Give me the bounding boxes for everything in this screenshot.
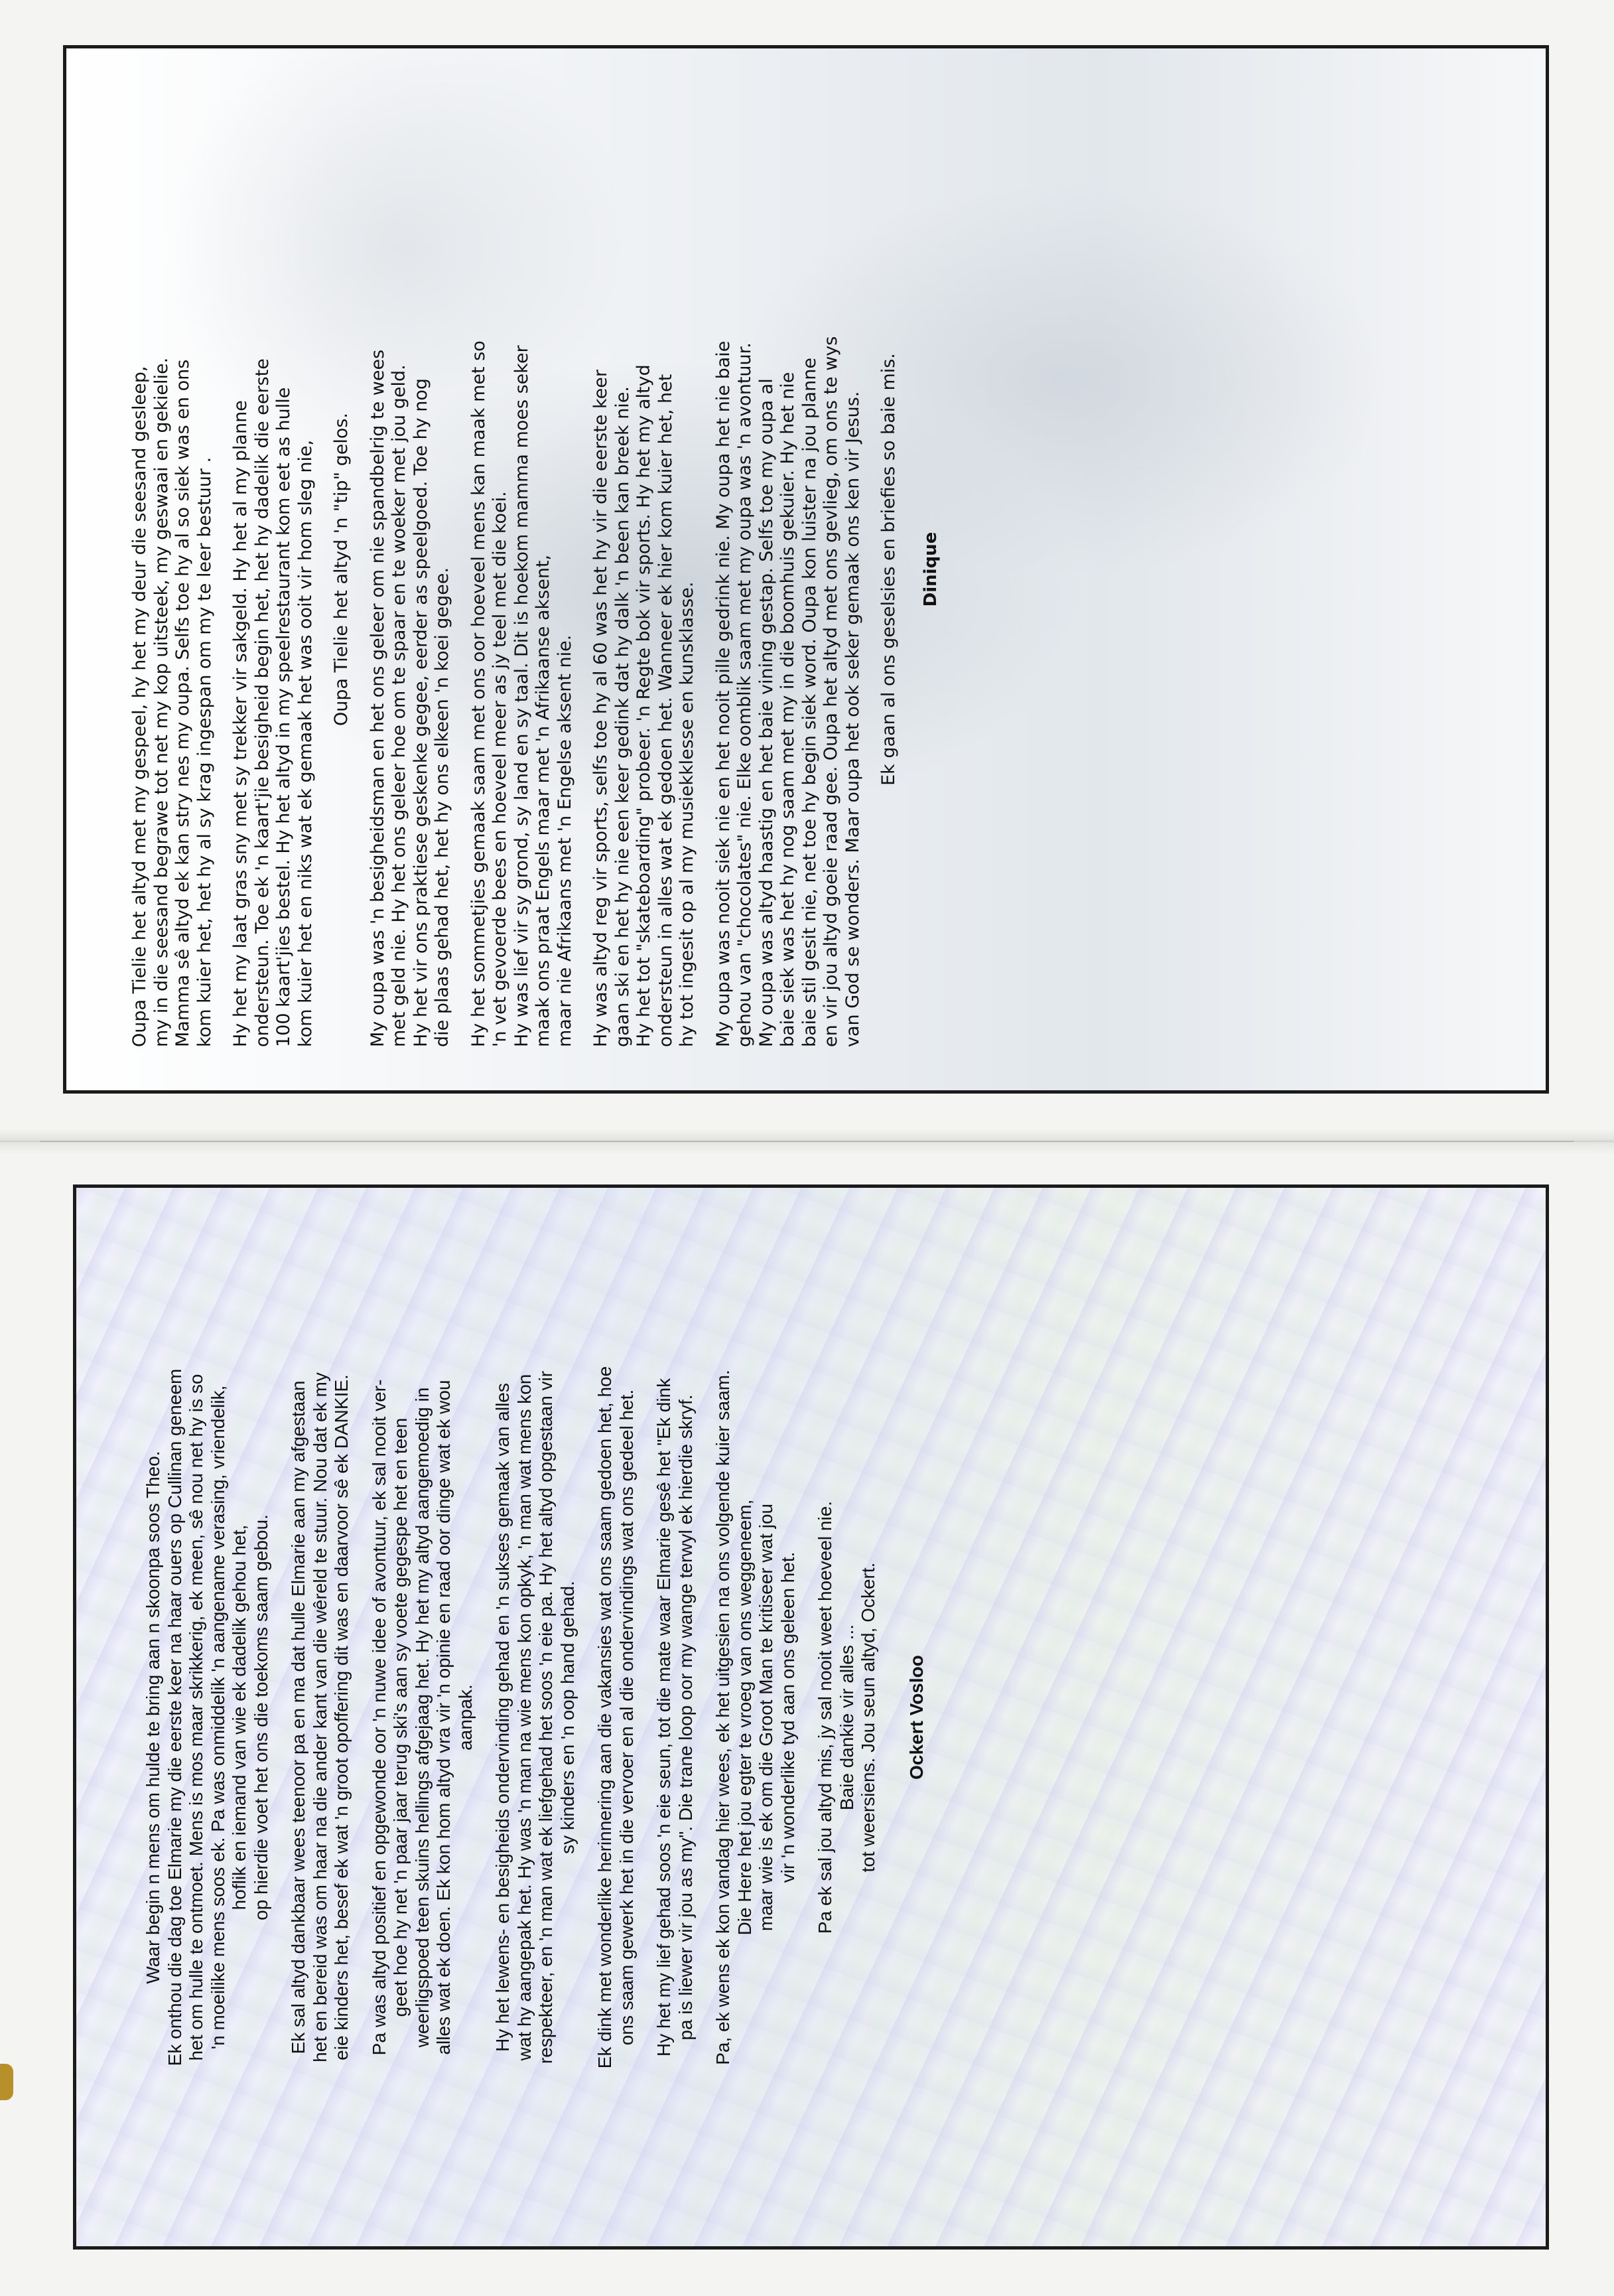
ockert-text-line: weerligspoed teen skuins hellings afgejaag het. Hy het my altyd aangemoedig in [411,1387,432,2047]
dinique-text-line: en vir jou altyd goeie raad gee. Oupa het altyd met ons gevlieg, om ons te wys [821,336,841,1047]
dinique-text-line: ondersteun in alles wat ek gedoen het. Wanneer ek hier kom kuier het, het [655,374,676,1047]
dinique-text-line: Hy het vir ons praktiese geskenke gegee, eerder as speelgoed. Toe hy nog [410,378,431,1047]
dinique-text-line: die plaas gehad het, het hy ons elkeen 'n koei gegee. [432,567,452,1047]
dinique-text-line: Hy het sommetjies gemaak saam met ons oor hoeveel mens kan maak met so [468,340,489,1047]
ockert-paragraph [815,1230,880,2205]
ockert-text-line: tot weersiens. Jou seun altyd, Ockert. [857,1562,878,1872]
ockert-paragraph [653,1230,697,2205]
dinique-text-line: Hy het tot "skateboarding" probeer. 'n Regte bok vir sports. Hy het my altyd [634,364,654,1047]
dinique-text-line: baie stil gesit nie, net toe hy begin siek word. Oupa kon luister na jou planne [799,358,820,1047]
ockert-text-line: aanpak. [454,1684,475,1751]
dinique-text-line: Hy was lief vir sy grond, sy land en sy taal. Dit is hoekom mamma moes seker [511,345,532,1047]
ockert-text-line: Hy het lewens- en besigheids ondervinding gehad en 'n sukses gemaak van alles [492,1382,513,2052]
binding-clip-mark [0,2064,13,2100]
ockert-paragraph [594,1230,638,2205]
ockert-text-line: respekteer, en 'n man wat ek liefgehad het soos 'n eie pa. Hy het altyd opgestaan vir [535,1370,556,2064]
dinique-text-line: 'n vet gevoerde bees en hoeveel meer as jy teel met die koei. [490,491,510,1047]
dinique-text-line: Oupa Tielie het altyd met my gespeel, hy het my deur die seesand gesleep, [129,366,150,1047]
dinique-text-line: My oupa was 'n besigheidsman en het ons geleer om nie spandbelrig te wees [367,349,388,1047]
tribute-text-ockert [135,1230,1488,2205]
ockert-text-line: Pa, ek wens ek kon vandag hier wees, ek het uitgesien na ons volgende kuier saam. [712,1369,733,2065]
ockert-text-line: pa is liewer vir jou as my". Die trane loop oor my wange terwyl ek hierdie skryf. [675,1394,695,2041]
dinique-text-line: Mamma sê altyd ek kan stry nes my oupa. Selfs toe hy al so siek was en ons [172,359,193,1047]
dinique-text-line: My oupa was altyd haastig en het baie vining gestap. Selfs toe my oupa al [756,378,777,1047]
ockert-text-line: hoflik en iemand van wie ek dadelik gehou het, [228,1524,249,1910]
ockert-text-line: Waar begin n mens om hulde te bring aan n skoonpa soos Theo. [142,1450,163,1984]
dinique-text-line: van God se wonders. Maar oupa het ook seker gemaak ons ken vir Jesus. [842,391,863,1047]
dinique-text-line: my in die seesand begrawe tot net my kop uitsteek, my geswaai en gekielie. [151,357,172,1047]
dinique-text-line: Hy was altyd reg vir sports, selfs toe hy al 60 was het hy vir die eerste keer [590,369,611,1047]
ockert-text-line: wat hy aangepak het. Hy was 'n man na wie mens kon opkyk, 'n man wat mens kon [513,1374,534,2060]
dinique-paragraph [468,92,576,1047]
ockert-text-line: sy kinders en 'n oop hand gehad. [557,1580,577,1854]
dinique-text-line: Hy het my laat gras sny met sy trekker vir sakgeld. Hy het al my planne [230,400,251,1047]
dinique-paragraph [129,92,216,1047]
ockert-text-line: eie kinders het, besef ek wat 'n groot opoffering dit was en daarvoor sê ek DANKIE. [330,1374,352,2060]
dinique-text-line: baie siek was het hy nog saam met my in die boomhuis gekuier. Hy het nie [777,372,798,1047]
tribute-page-dinique [63,45,1549,1094]
ockert-paragraph [368,1230,476,2205]
ockert-text-line: op hierdie voet het ons die toekoms saam gebou. [250,1514,271,1920]
ockert-text-line: Die Here het jou egter te vroeg van ons weggeneem, [734,1499,754,1935]
ockert-text-line: Ek dink met wonderlike herinnering aan die vakansies wat ons saam gedoen het, hoe [594,1366,615,2068]
dinique-text-line: maak ons praat Engels maar met 'n Afrikaanse aksent, [533,554,553,1047]
ockert-text-line: Pa ek sal jou altyd mis, jy sal nooit weet hoeveel nie. [814,1500,835,1934]
tribute-text-dinique [123,92,1489,1047]
ockert-text-line: Ek onthou die dag toe Elmarie my die eerste keer na haar ouers op Cullinan geneem [164,1368,184,2066]
ockert-text-line: Baie dankie vir alles ... [836,1624,856,1810]
dinique-paragraph [230,92,316,1047]
signature-dinique: Dinique [920,532,941,607]
dinique-paragraph [590,92,699,1047]
dinique-paragraph [713,92,864,1047]
dinique-paragraphs [129,92,900,1047]
tribute-page-ockert [73,1184,1549,2250]
dinique-text-line: gaan ski en het hy nie een keer gedink dat hy dalk 'n been kan breek nie. [612,386,633,1047]
dinique-paragraph [368,92,454,1047]
dinique-text-line: maar nie Afrikaans met 'n Engelse aksent nie. [554,634,575,1047]
page-fold-line [40,1141,1574,1142]
ockert-text-line: geet hoe hy net 'n paar jaar terug ski's aan sy voete gegespe het en teen [389,1417,411,2017]
dinique-text-line: Ek gaan al ons geselsies en briefies so baie mis. [878,353,899,786]
ockert-text-line: maar wie is ek om die Groot Man te kritiseer wat jou [755,1503,776,1931]
ockert-text-line: 'n moeilike mens soos ek. Pa was onmiddelik 'n aangename verasing, vriendelik, [207,1385,228,2049]
dinique-text-line: ondersteun. Toe ek 'n kaart'jie besigheid begin het, het hy dadelik die eerste [251,358,273,1047]
signature-ockert: Ockert Vosloo [906,1654,926,1780]
dinique-text-line: 100 kaart'jies bestel. Hy het altyd in my speelrestaurant kom eet as hulle [273,387,294,1047]
ockert-text-line: Pa was altyd positief en opgewonde oor 'n nuwe idee of avontuur, ek sal nooit ver- [368,1379,389,2055]
ockert-text-line: alles wat ek doen. Ek kon hom altyd vra vir 'n opinie en raad oor dinge wat ek wou [433,1379,454,2055]
dinique-paragraph [331,92,353,1047]
ockert-paragraph [712,1230,799,2205]
dinique-text-line: hy tot ingesit op al my musiekklesse en kunsklasse. [677,581,697,1047]
dinique-text-line: kom kuier het, het hy al sy krag ingespan om my te leer bestuur . [194,457,215,1047]
dinique-text-line: gehou van "chocolates" nie. Elke oomblik saam met my oupa was 'n avontuur. [734,342,755,1047]
ockert-paragraph [492,1230,578,2205]
ockert-text-line: vir 'n wonderlike tyd aan ons geleen het. [777,1551,797,1883]
ockert-text-line: Hy het my lief gehad soos 'n eie seun, tot die mate waar Elmarie gesê het "Ek dink [653,1378,674,2056]
ockert-text-line: het en bereid was om haar na die ander kant van die wêreld te stuur. Nou dat ek my [309,1372,330,2062]
dinique-text-line: Oupa Tielie het altyd 'n "tip" gelos. [331,413,352,727]
ockert-text-line: het om hulle te ontmoet. Mens is mos maar skrikkerig, ek meen, sê nou net hy is so [185,1374,206,2060]
dinique-text-line: My oupa was nooit siek nie en het nooit pille gedrink nie. My oupa het nie baie [712,340,734,1047]
dinique-text-line: met geld nie. Hy het ons geleer hoe om te spaar en te woeker met jou geld. [389,364,409,1047]
ockert-paragraphs [143,1230,880,2205]
ockert-paragraph [288,1230,353,2205]
ockert-text-line: Ek sal altyd dankbaar wees teenoor pa en ma dat hulle Elmarie aan my afgestaan [287,1380,308,2054]
dinique-paragraph [878,92,900,1047]
dinique-text-line: kom kuier het en niks wat ek gemaak het was ooit vir hom sleg nie, [295,439,316,1047]
ockert-text-line: ons saam gewerk het in die vervoer en al die ondervindings wat ons gedeel het. [616,1389,636,2045]
ockert-paragraph [143,1230,272,2205]
